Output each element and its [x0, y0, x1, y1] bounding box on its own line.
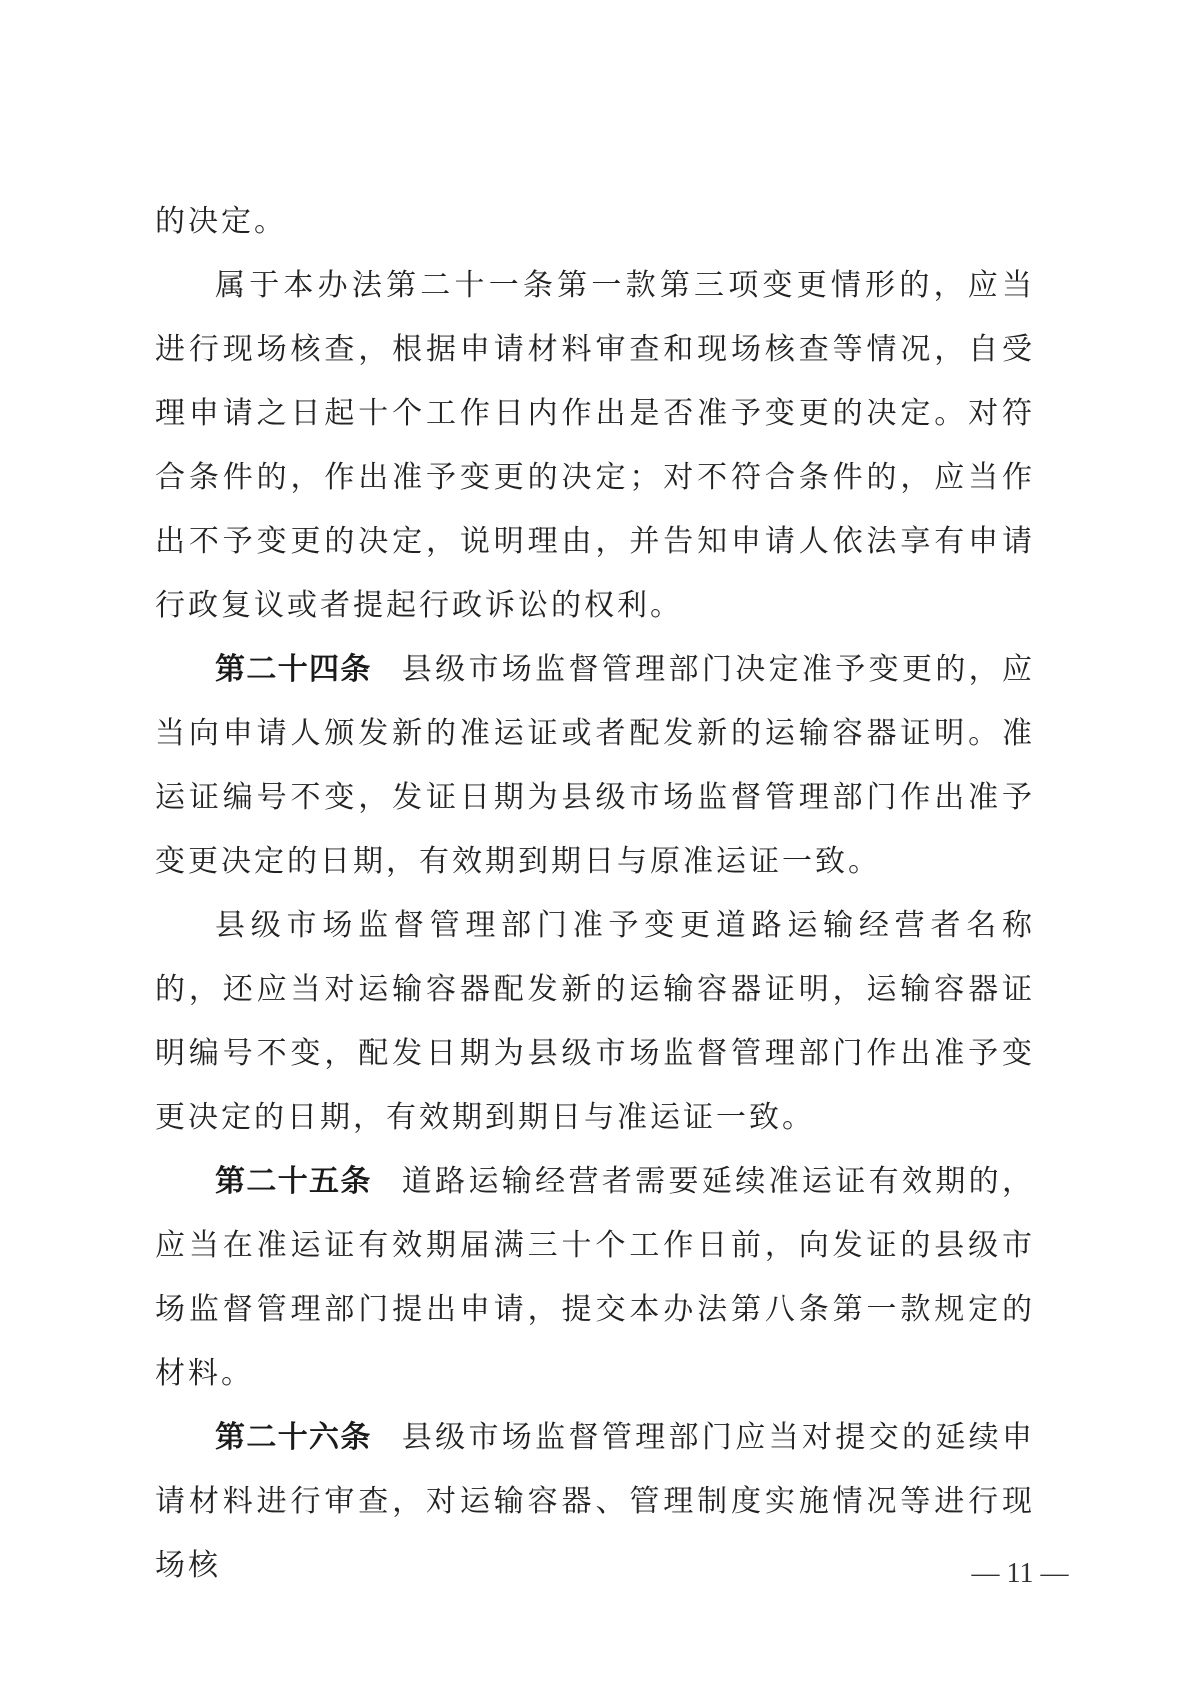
- paragraph-text: 县级市场监督管理部门应当对提交的延续申请材料进行审查，对运输容器、管理制度实施情况等进行现场核: [155, 1420, 1036, 1583]
- paragraph-text: 的决定。: [155, 204, 287, 239]
- article-heading: 第二十四条: [215, 652, 372, 687]
- paragraph-change-review: [155, 254, 1035, 638]
- article-heading: 第二十五条: [215, 1164, 372, 1199]
- article-heading: 第二十六条: [215, 1420, 372, 1455]
- article-24: [155, 638, 1035, 894]
- paragraph-text: 道路运输经营者需要延续准运证有效期的，应当在准运证有效期届满三十个工作日前，向发证的县级市场监督管理部门提出申请，提交本办法第八条第一款规定的材料。: [155, 1164, 1036, 1391]
- document-body: [155, 190, 1035, 1598]
- page-number: — 11 —: [971, 1558, 1069, 1589]
- article-25: [155, 1150, 1035, 1406]
- paragraph-continuation: [155, 190, 1035, 254]
- paragraph-text: 县级市场监督管理部门决定准予变更的，应当向申请人颁发新的准运证或者配发新的运输容器证明。准运证编号不变，发证日期为县级市场监督管理部门作出准予变更决定的日期，有效期到期日与原准运证一致。: [155, 652, 1036, 879]
- paragraph-name-change: [155, 894, 1035, 1150]
- article-26: [155, 1406, 1035, 1598]
- paragraph-text: 县级市场监督管理部门准予变更道路运输经营者名称的，还应当对运输容器配发新的运输容器证明，运输容器证明编号不变，配发日期为县级市场监督管理部门作出准予变更决定的日期，有效期到期日与准运证一致。: [155, 908, 1035, 1135]
- paragraph-text: 属于本办法第二十一条第一款第三项变更情形的，应当进行现场核查，根据申请材料审查和现场核查等情况，自受理申请之日起十个工作日内作出是否准予变更的决定。对符合条件的，作出准予变更的决定；对不符合条件的，应当作出不予变更的决定，说明理由，并告知申请人依法享有申请行政复议或者提起行政诉讼的权利。: [155, 268, 1035, 623]
